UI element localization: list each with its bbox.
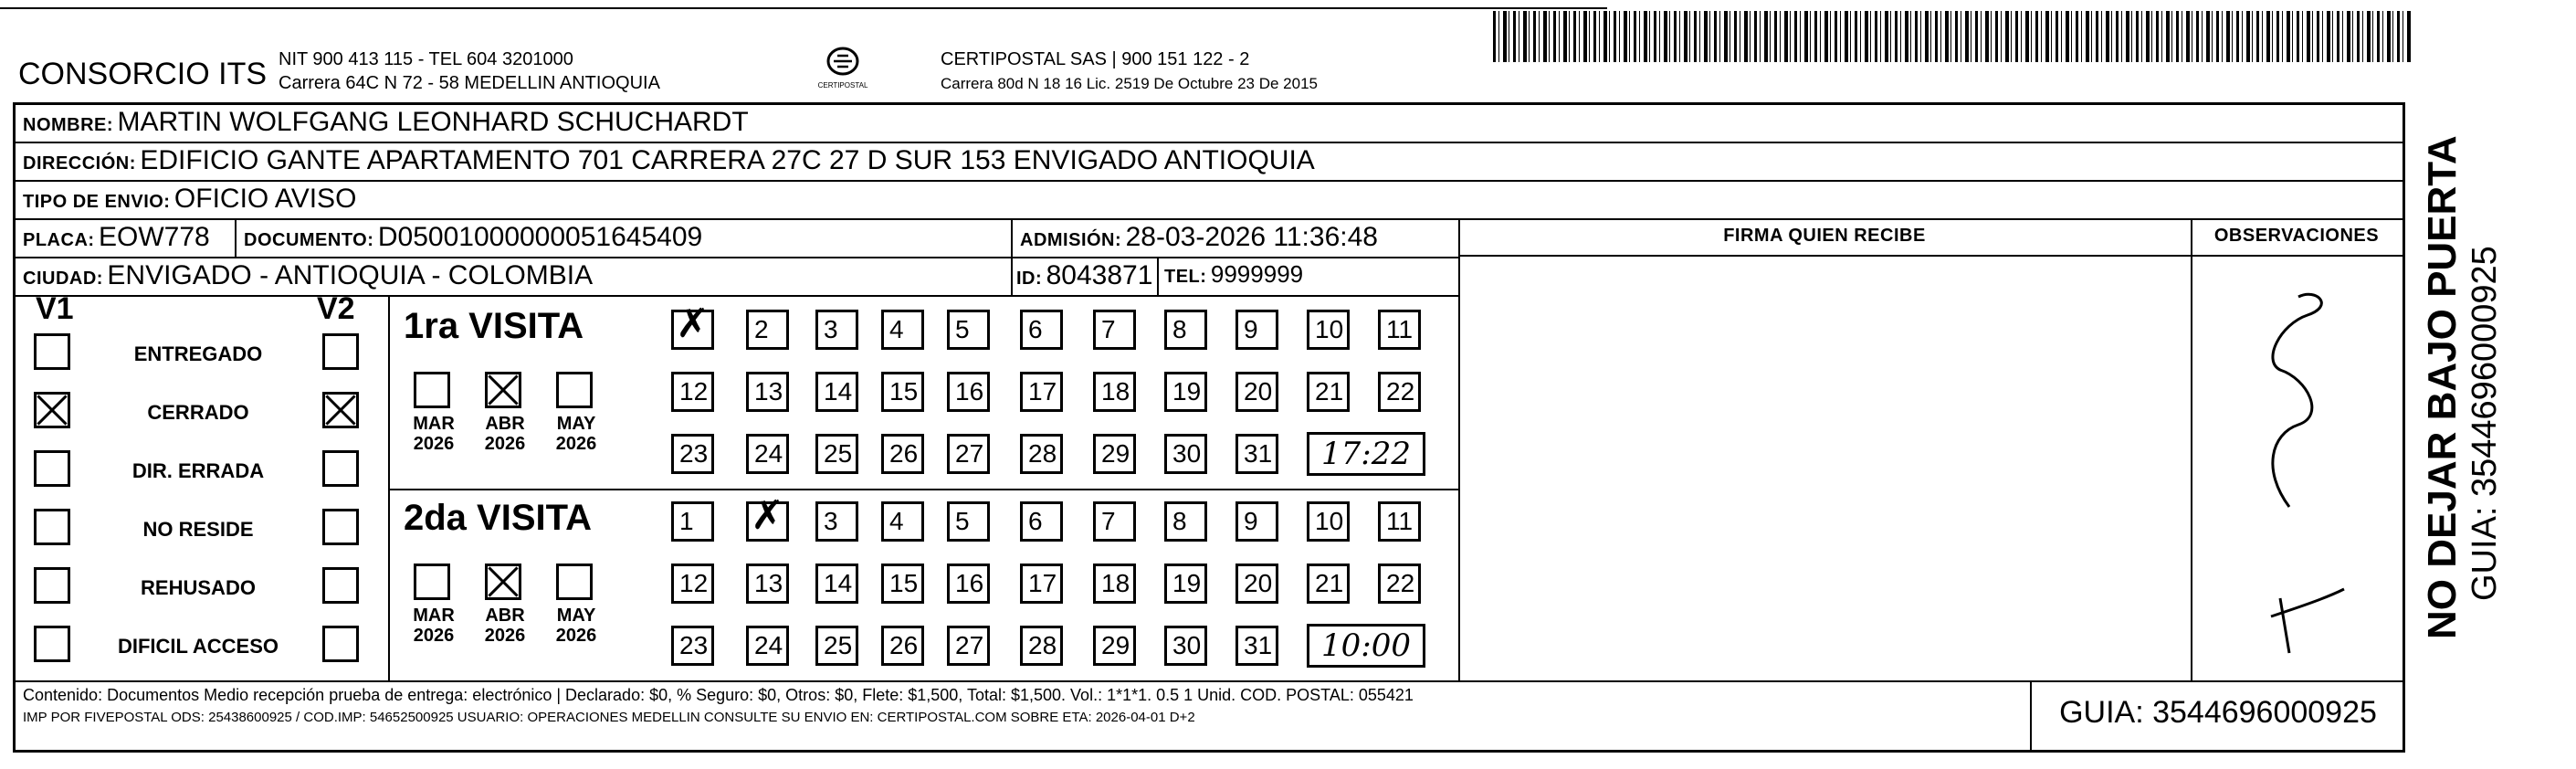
day-box[interactable]	[881, 434, 924, 474]
day-box[interactable]	[1235, 434, 1278, 474]
day-number: 19	[1172, 377, 1202, 406]
day-number: 25	[824, 439, 853, 468]
day-number: 3	[824, 315, 838, 343]
day-number: 22	[1386, 377, 1415, 406]
carrier-info-1: CERTIPOSTAL SAS | 900 151 122 - 2	[941, 49, 1250, 69]
month-label	[406, 606, 461, 646]
logo-text: CERTIPOSTAL	[817, 81, 868, 90]
day-box[interactable]	[1020, 626, 1063, 666]
day-number: 28	[1028, 439, 1057, 468]
day-box[interactable]	[1093, 564, 1136, 604]
status-label: DIR. ERRADA	[131, 459, 265, 482]
day-number: 26	[889, 631, 919, 659]
day-box[interactable]	[671, 564, 714, 604]
documento-cell	[244, 222, 702, 253]
id-cell	[1016, 260, 1152, 291]
placa-cell	[23, 222, 210, 253]
barcode	[1493, 11, 2411, 62]
day-number: 25	[824, 631, 853, 659]
day-number: 30	[1172, 439, 1202, 468]
day-number: 20	[1244, 377, 1273, 406]
admision-label: ADMISIÓN:	[1020, 230, 1122, 250]
month-checkbox[interactable]	[414, 372, 450, 408]
footer-content: Contenido: Documentos Medio recepción prueba de entrega: electrónico | Declarado: $0, % Seguro: $0, Otros: $0, Flete: $1,500, Total: $1,500. Vol.: 1*1*1. 0.5 1 Unid. COD. POSTAL: 055421	[23, 686, 1414, 704]
day-number: 21	[1315, 377, 1344, 406]
day-box[interactable]	[881, 564, 924, 604]
day-number: 11	[1386, 315, 1414, 343]
documento-label: DOCUMENTO:	[244, 230, 374, 250]
status-label: DIFICIL ACCESO	[117, 635, 279, 658]
direccion-row	[23, 145, 1315, 176]
day-number: 14	[824, 569, 853, 597]
day-number: 29	[1101, 439, 1130, 468]
certipostal-logo	[811, 46, 875, 97]
day-number: 15	[889, 377, 919, 406]
day-box[interactable]	[1235, 372, 1278, 412]
day-number: 6	[1028, 315, 1043, 343]
company-info-2: Carrera 64C N 72 - 58 MEDELLIN ANTIOQUIA	[279, 73, 660, 93]
month-label	[478, 606, 532, 646]
day-number: 20	[1244, 569, 1273, 597]
day-box[interactable]	[746, 310, 789, 350]
day-box[interactable]	[947, 310, 990, 350]
side-guia: GUIA: 3544696000925	[2466, 246, 2504, 601]
placa-label: PLACA:	[23, 230, 95, 250]
status-label: CERRADO	[147, 401, 249, 424]
day-number: 31	[1244, 631, 1273, 659]
day-number: 17	[1028, 377, 1057, 406]
day-box[interactable]	[671, 626, 714, 666]
day-number: 13	[754, 377, 783, 406]
day-number: 2	[754, 315, 769, 343]
day-box[interactable]	[1235, 626, 1278, 666]
day-box[interactable]	[746, 626, 789, 666]
month-label	[549, 414, 604, 454]
nombre-value: MARTIN WOLFGANG LEONHARD SCHUCHARDT	[117, 107, 749, 137]
status-v1-checkbox[interactable]	[34, 509, 70, 545]
direccion-label: DIRECCIÓN:	[23, 153, 136, 174]
observaciones-label: OBSERVACIONES	[2213, 226, 2380, 246]
tipo-row	[23, 184, 356, 215]
day-box[interactable]	[881, 626, 924, 666]
status-label: ENTREGADO	[133, 342, 263, 365]
day-number: 16	[955, 569, 984, 597]
month-year: 2026	[555, 626, 597, 646]
month-checkbox[interactable]	[556, 564, 593, 600]
day-number: 10	[1315, 315, 1344, 343]
month-label	[549, 606, 604, 646]
v1-label: V1	[36, 291, 74, 326]
day-number: 12	[679, 377, 709, 406]
day-box[interactable]	[947, 564, 990, 604]
day-box[interactable]	[1164, 501, 1207, 542]
day-box[interactable]	[815, 501, 858, 542]
day-number: 30	[1172, 631, 1202, 659]
day-number: 9	[1244, 315, 1258, 343]
day-number: 10	[1315, 507, 1344, 535]
carrier-info-2: Carrera 80d N 18 16 Lic. 2519 De Octubre 23 De 2015	[941, 75, 1318, 92]
day-number: 15	[889, 569, 919, 597]
month-name: MAR	[413, 606, 455, 626]
v2-label: V2	[317, 291, 355, 326]
day-number: 24	[754, 439, 783, 468]
day-box[interactable]	[815, 626, 858, 666]
day-box[interactable]	[1164, 626, 1207, 666]
tel-cell	[1164, 260, 1303, 289]
day-box[interactable]	[1093, 310, 1136, 350]
day-box[interactable]	[671, 310, 714, 350]
day-number: 8	[1172, 315, 1187, 343]
recipient-signature	[2225, 269, 2371, 671]
id-value: 8043871	[1046, 260, 1153, 290]
day-number: 5	[955, 315, 970, 343]
day-box[interactable]	[671, 434, 714, 474]
day-box[interactable]	[1378, 501, 1421, 542]
day-box[interactable]	[1020, 564, 1063, 604]
footer-guia: GUIA: 3544696000925	[2059, 695, 2377, 730]
admision-value: 28-03-2026 11:36:48	[1125, 222, 1378, 252]
day-number: 21	[1315, 569, 1344, 597]
day-box[interactable]	[815, 434, 858, 474]
day-number: 28	[1028, 631, 1057, 659]
day-box[interactable]	[815, 310, 858, 350]
day-number: 22	[1386, 569, 1415, 597]
direccion-value: EDIFICIO GANTE APARTAMENTO 701 CARRERA 27C 27 D SUR 153 ENVIGADO ANTIOQUIA	[140, 145, 1315, 175]
day-box[interactable]	[1020, 372, 1063, 412]
day-number: 7	[1101, 507, 1116, 535]
month-year: 2026	[484, 434, 526, 454]
day-box[interactable]	[671, 372, 714, 412]
day-number: 9	[1244, 507, 1258, 535]
status-v1-checkbox[interactable]	[34, 333, 70, 370]
month-year: 2026	[413, 626, 455, 646]
day-number: 16	[955, 377, 984, 406]
day-box[interactable]	[881, 501, 924, 542]
month-checkbox[interactable]	[485, 564, 521, 600]
day-number: 23	[679, 439, 709, 468]
ciudad-value: ENVIGADO - ANTIOQUIA - COLOMBIA	[107, 260, 594, 290]
month-name: ABR	[485, 414, 525, 434]
day-box[interactable]	[1020, 310, 1063, 350]
day-box[interactable]	[881, 310, 924, 350]
day-number: 5	[955, 507, 970, 535]
day-box[interactable]	[1093, 501, 1136, 542]
day-box[interactable]	[746, 372, 789, 412]
placa-value: EOW778	[99, 222, 210, 252]
firma-label: FIRMA QUIEN RECIBE	[1723, 226, 1926, 246]
side-warning: NO DEJAR BAJO PUERTA	[2420, 135, 2465, 639]
day-box[interactable]	[1307, 501, 1350, 542]
status-label: NO RESIDE	[142, 518, 254, 541]
visit-title: 1ra VISITA	[404, 306, 584, 346]
tel-label: TEL:	[1164, 267, 1207, 287]
day-box[interactable]	[671, 501, 714, 542]
day-box[interactable]	[1020, 434, 1063, 474]
documento-value: D05001000000051645409	[377, 222, 703, 252]
tipo-value: OFICIO AVISO	[173, 184, 357, 214]
nombre-label: NOMBRE:	[23, 115, 114, 135]
day-box[interactable]	[815, 372, 858, 412]
day-box[interactable]	[1378, 310, 1421, 350]
month-checkbox[interactable]	[414, 564, 450, 600]
month-name: ABR	[485, 606, 525, 626]
day-number: 4	[889, 507, 904, 535]
month-year: 2026	[555, 434, 597, 454]
day-number: 24	[754, 631, 783, 659]
day-box[interactable]	[947, 434, 990, 474]
day-box[interactable]	[1164, 372, 1207, 412]
month-name: MAY	[556, 414, 596, 434]
day-number: 6	[1028, 507, 1043, 535]
day-number: 7	[1101, 315, 1116, 343]
ciudad-label: CIUDAD:	[23, 269, 103, 289]
day-number: 12	[679, 569, 709, 597]
day-number: 18	[1101, 569, 1130, 597]
month-name: MAR	[413, 414, 455, 434]
day-box[interactable]	[1020, 501, 1063, 542]
day-box[interactable]	[947, 501, 990, 542]
day-number: 19	[1172, 569, 1202, 597]
admision-cell	[1020, 222, 1378, 253]
day-number: 14	[824, 377, 853, 406]
day-box[interactable]	[1235, 564, 1278, 604]
day-box[interactable]	[1378, 564, 1421, 604]
shipping-form	[13, 102, 2405, 753]
footer-print-info: IMP POR FIVEPOSTAL ODS: 25438600925 / COD.IMP: 54652500925 USUARIO: OPERACIONES MEDELLIN CONSULTE SU ENVIO EN: CERTIPOSTAL.COM SOBRE ETA: 2026-04-01 D+2	[23, 710, 1195, 725]
day-number: 18	[1101, 377, 1130, 406]
month-year: 2026	[484, 626, 526, 646]
day-number: 23	[679, 631, 709, 659]
day-number: 31	[1244, 439, 1273, 468]
day-number: 8	[1172, 507, 1187, 535]
day-box[interactable]	[1164, 564, 1207, 604]
status-v1-checkbox[interactable]	[34, 392, 70, 428]
day-box[interactable]	[1164, 434, 1207, 474]
day-box[interactable]	[881, 372, 924, 412]
company-info-1: NIT 900 413 115 - TEL 604 3201000	[279, 49, 573, 69]
day-box[interactable]	[1164, 310, 1207, 350]
logo-icon	[825, 46, 861, 77]
month-checkbox[interactable]	[556, 372, 593, 408]
month-checkbox[interactable]	[485, 372, 521, 408]
month-label	[406, 414, 461, 454]
id-label: ID:	[1016, 269, 1043, 289]
day-box[interactable]	[1307, 564, 1350, 604]
day-number: 29	[1101, 631, 1130, 659]
day-number: 4	[889, 315, 904, 343]
company-name: CONSORCIO ITS	[18, 57, 268, 91]
day-box[interactable]	[1093, 434, 1136, 474]
visit-time[interactable]: 17:22	[1307, 432, 1425, 476]
status-v2-checkbox[interactable]	[322, 509, 359, 545]
top-rule	[0, 7, 1607, 9]
day-box[interactable]	[1307, 310, 1350, 350]
day-box[interactable]	[1093, 372, 1136, 412]
nombre-row	[23, 107, 749, 138]
status-v2-checkbox[interactable]	[322, 450, 359, 487]
day-number: 17	[1028, 569, 1057, 597]
visit-title: 2da VISITA	[404, 498, 592, 538]
day-number: 11	[1386, 507, 1414, 535]
day-box[interactable]	[746, 564, 789, 604]
status-v2-checkbox[interactable]	[322, 626, 359, 662]
month-name: MAY	[556, 606, 596, 626]
status-v1-checkbox[interactable]	[34, 450, 70, 487]
day-number: 27	[955, 631, 984, 659]
tipo-label: TIPO DE ENVIO:	[23, 192, 171, 212]
ciudad-cell	[23, 260, 593, 291]
day-box[interactable]	[1378, 372, 1421, 412]
day-box[interactable]	[1235, 310, 1278, 350]
day-number: 3	[824, 507, 838, 535]
day-number: 27	[955, 439, 984, 468]
day-box[interactable]	[746, 434, 789, 474]
day-number: 1	[679, 507, 694, 535]
status-v1-checkbox[interactable]	[34, 626, 70, 662]
status-label: REHUSADO	[141, 576, 256, 599]
month-year: 2026	[413, 434, 455, 454]
visit-time[interactable]: 10:00	[1307, 624, 1425, 668]
day-box[interactable]	[947, 372, 990, 412]
month-label	[478, 414, 532, 454]
day-box[interactable]	[1235, 501, 1278, 542]
day-box[interactable]	[815, 564, 858, 604]
status-v1-checkbox[interactable]	[34, 567, 70, 604]
day-number: 13	[754, 569, 783, 597]
day-box[interactable]	[1093, 626, 1136, 666]
day-box[interactable]	[1307, 372, 1350, 412]
status-v2-checkbox[interactable]	[322, 333, 359, 370]
status-v2-checkbox[interactable]	[322, 392, 359, 428]
day-number: 26	[889, 439, 919, 468]
day-box[interactable]	[746, 501, 789, 542]
status-v2-checkbox[interactable]	[322, 567, 359, 604]
day-box[interactable]	[947, 626, 990, 666]
tel-value: 9999999	[1210, 260, 1304, 288]
